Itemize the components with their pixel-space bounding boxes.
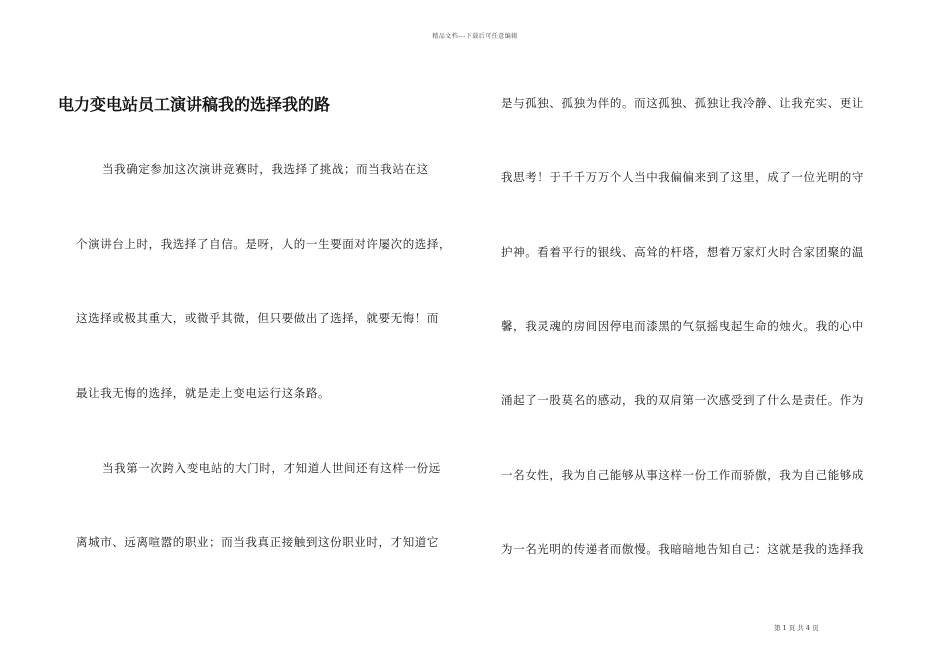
paragraph-line: 当我确定参加这次演讲竞赛时，我选择了挑战；而当我站在这 bbox=[102, 162, 429, 176]
header-note: 精品文档---下载后可任意编辑 bbox=[432, 33, 518, 40]
paragraph-line: 个演讲台上时，我选择了自信。是呀，人的一生要面对许屡次的选择， bbox=[76, 237, 452, 251]
paragraph-line: 涌起了一股莫名的感动，我的双肩第一次感受到了什么是责任。作为 bbox=[501, 393, 864, 407]
paragraph-line: 离城市、远离喧嚣的职业；而当我真正接触到这份职业时，才知道它 bbox=[76, 535, 439, 549]
paragraph-line: 护神。看着平行的银线、高耸的杆塔，想着万家灯火时合家团聚的温 bbox=[501, 245, 864, 259]
page-number: 第 1 页 共 4 页 bbox=[774, 624, 819, 632]
paragraph-line: 是与孤独、孤独为伴的。而这孤独、孤独让我冷静、让我充实、更让 bbox=[501, 96, 864, 110]
paragraph-line: 我思考！于千千万万个人当中我偏偏来到了这里，成了一位光明的守 bbox=[501, 170, 864, 184]
paragraph-line: 当我第一次跨入变电站的大门时，才知道人世间还有这样一份远 bbox=[102, 461, 441, 475]
paragraph-line: 这选择或极其重大，或微乎其微，但只要做出了选择，就要无悔！而 bbox=[76, 311, 439, 325]
paragraph-line: 一名女性，我为自己能够从事这样一份工作而骄傲，我为自己能够成 bbox=[501, 468, 864, 482]
document-title: 电力变电站员工演讲稿我的选择我的路 bbox=[58, 95, 331, 114]
paragraph-line: 最让我无悔的选择，就是走上变电运行这条路。 bbox=[76, 386, 331, 400]
paragraph-line: 馨，我灵魂的房间因停电而漆黑的气氛摇曳起生命的烛火。我的心中 bbox=[501, 319, 864, 333]
paragraph-line: 为一名光明的传递者而傲慢。我暗暗地告知自己：这就是我的选择我 bbox=[501, 542, 864, 556]
